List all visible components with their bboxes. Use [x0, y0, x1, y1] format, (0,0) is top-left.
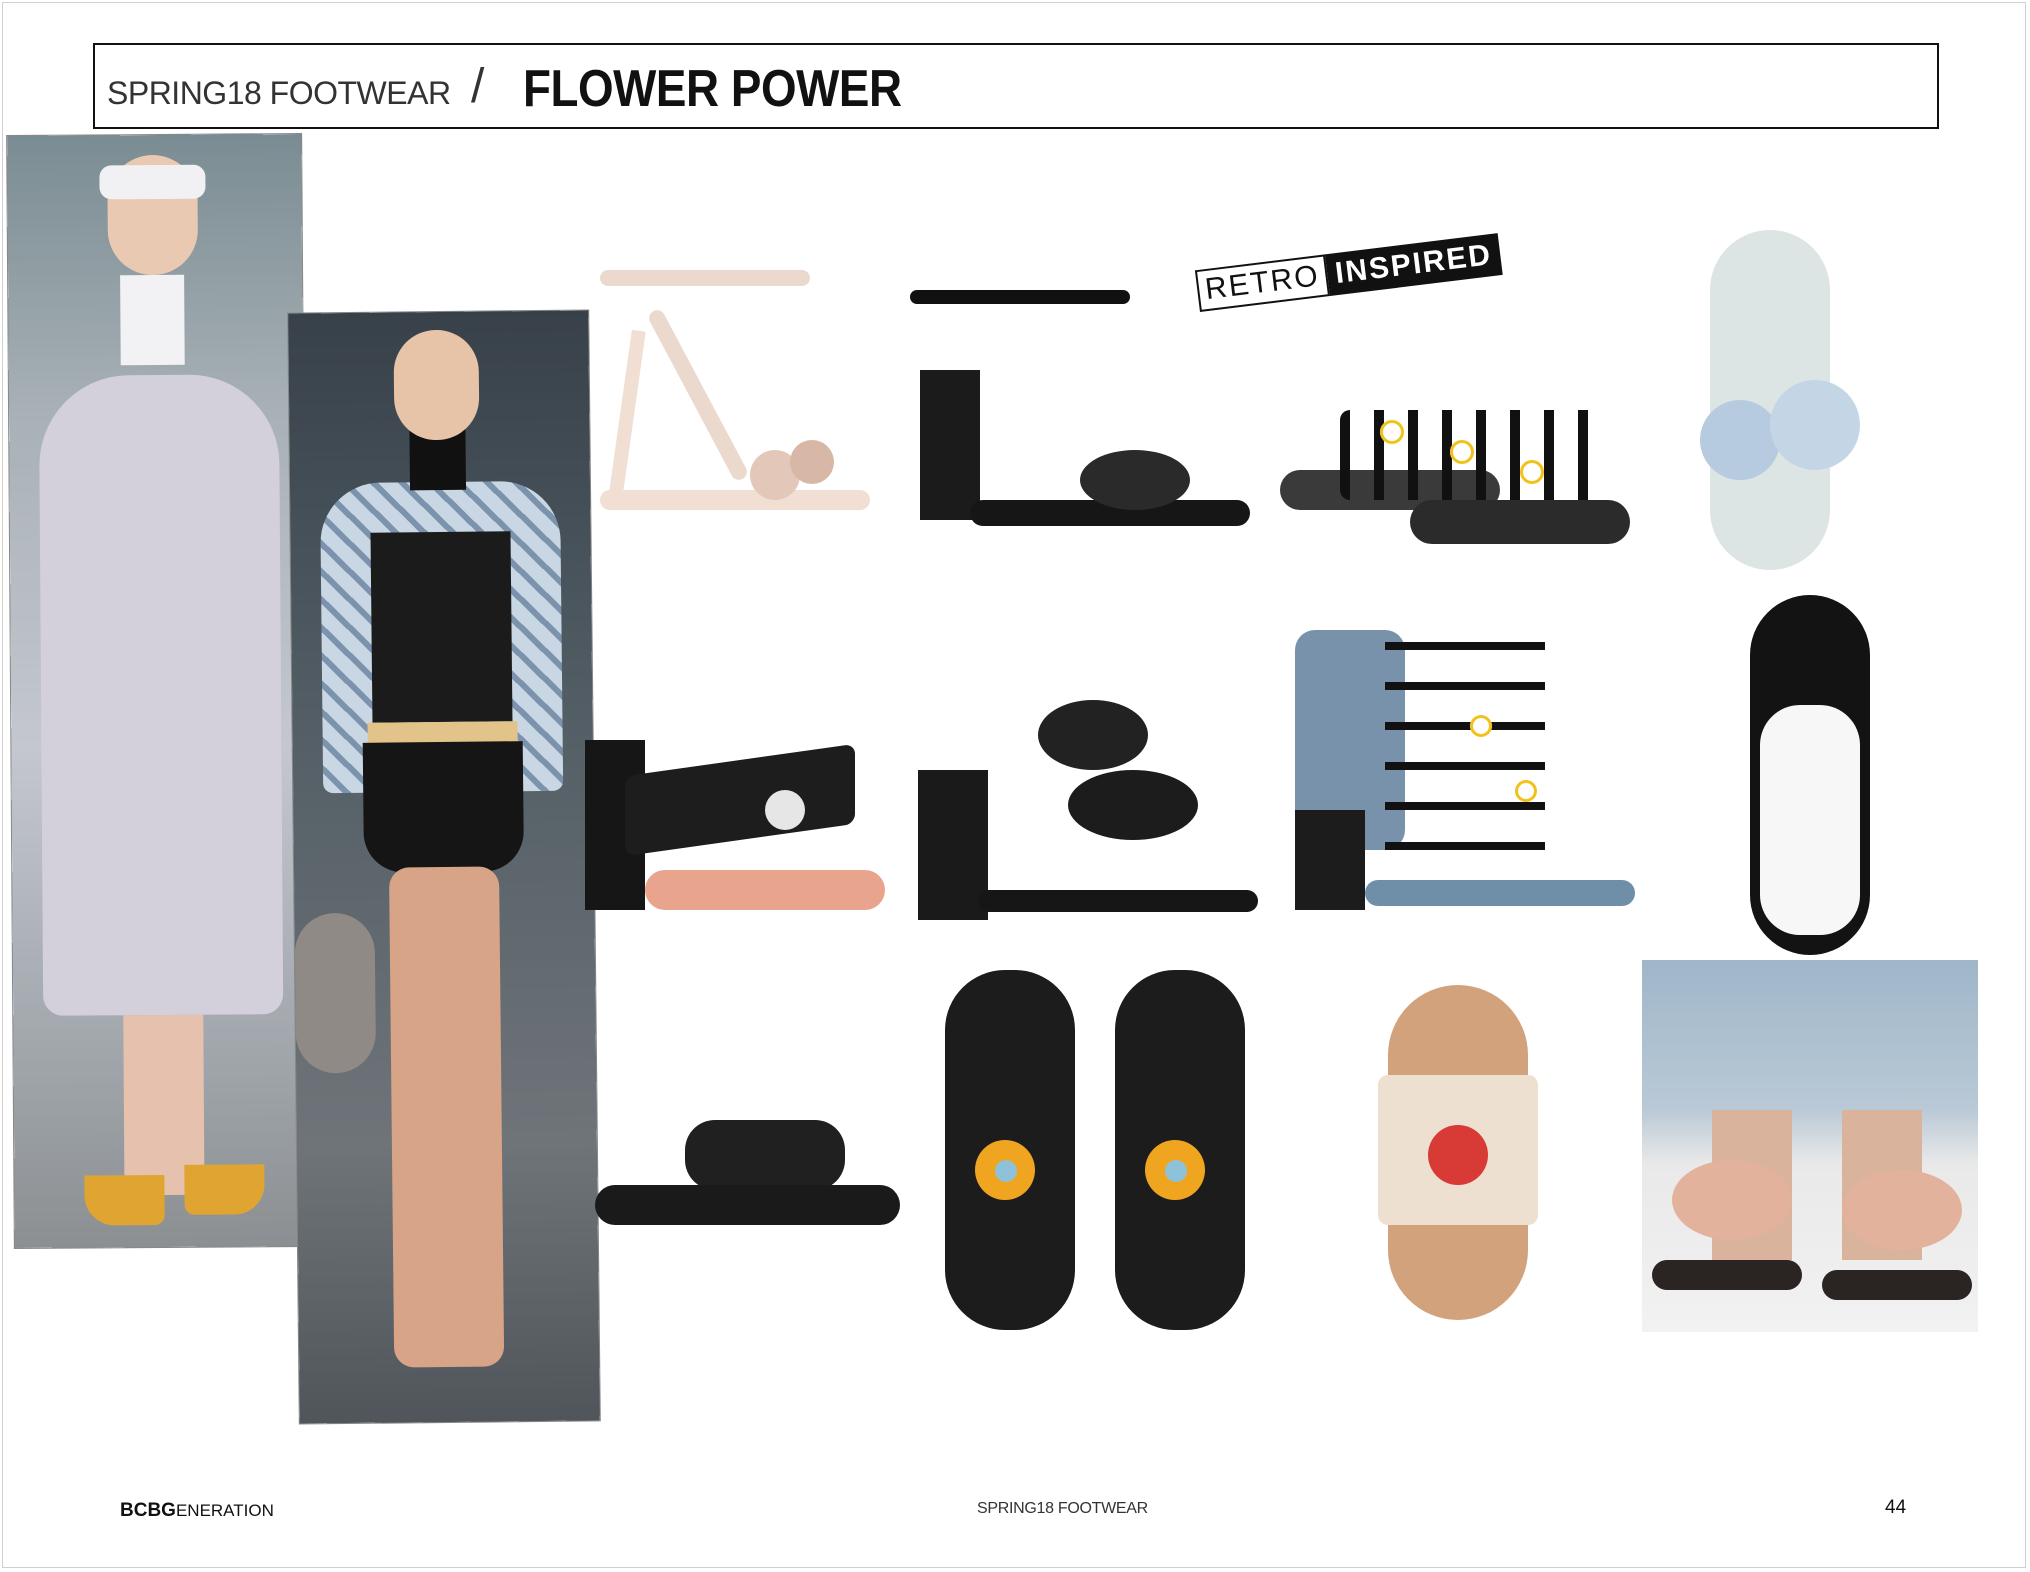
- caged-straps: [1385, 630, 1545, 890]
- badge-retro: RETRO: [1195, 254, 1330, 312]
- brand-mark: BCBG: [120, 1500, 176, 1521]
- headband-shape: [99, 165, 205, 200]
- shoe-heel: [920, 370, 980, 520]
- flower-detail: [1770, 380, 1860, 470]
- yellow-shoe-right: [184, 1164, 264, 1215]
- daisy-detail: [1515, 780, 1537, 802]
- flower-cluster: [1842, 1170, 1962, 1250]
- shoe-sole: [1365, 880, 1635, 906]
- coat-shape: [39, 374, 283, 1016]
- shoe-black-slide-sandal: [595, 1120, 905, 1240]
- white-flowers: [1760, 705, 1860, 935]
- flower-detail: [790, 440, 834, 484]
- slide-sole: [1652, 1260, 1802, 1290]
- slide-sole: [1822, 1270, 1972, 1300]
- header-bar: [93, 43, 1939, 129]
- daisy-detail: [1450, 440, 1474, 464]
- shoe-denim-daisy-gladiator: [1285, 610, 1640, 930]
- cross-strap: [625, 744, 855, 856]
- title-separator: /: [471, 60, 485, 113]
- shoe-heel: [1295, 810, 1365, 910]
- brand-suffix: ENERATION: [175, 1501, 274, 1520]
- black-shorts: [363, 741, 524, 873]
- flower-cluster: [1080, 450, 1190, 510]
- flower-detail: [1428, 1125, 1488, 1185]
- flower-detail: [765, 790, 805, 830]
- section-subtitle: SPRING18 FOOTWEAR: [107, 75, 451, 111]
- shoe-white-flower-slipon: [1750, 595, 1875, 955]
- shoe-sole: [595, 1185, 900, 1225]
- shoe-sole: [600, 490, 870, 510]
- shoe-heel: [608, 330, 646, 500]
- photo-flower-slides-worn: [1642, 960, 1978, 1332]
- shoe-blue-flower-slide: [1690, 230, 1860, 570]
- daisy-detail: [1380, 420, 1404, 444]
- flower-cluster: [1672, 1160, 1792, 1240]
- shoe-daisy-slide-pair: [1280, 390, 1640, 570]
- footer-section: SPRING18 FOOTWEAR: [977, 1500, 1148, 1517]
- daisy-detail: [1520, 460, 1544, 484]
- shoe-sole: [1410, 500, 1630, 544]
- model-head: [393, 330, 479, 441]
- black-top: [370, 531, 512, 722]
- page-number: 44: [1885, 1497, 1907, 1518]
- ankle-strap: [600, 270, 810, 286]
- shoe-black-flower-mule: [585, 720, 895, 920]
- flower-cluster: [1038, 700, 1148, 770]
- shoe-black-block-heel-sandal: [910, 270, 1260, 570]
- badge-inspired: INSPIRED: [1325, 233, 1503, 296]
- page-title: FLOWER POWER: [523, 60, 902, 118]
- footbed: [645, 870, 885, 910]
- shoe-blush-stiletto-sandal: [560, 240, 900, 570]
- ankle-strap: [910, 290, 1130, 304]
- fur-shape: [294, 913, 376, 1074]
- flower-detail: [1700, 400, 1780, 480]
- shoe-fendi-flower-slide-nude: [1368, 985, 1548, 1325]
- collar-shape: [120, 275, 185, 365]
- footer-brand: [120, 1500, 274, 1522]
- stud-detail: [1165, 1160, 1187, 1182]
- shoe-sole: [978, 890, 1258, 912]
- runway-photo-shirt: [288, 310, 600, 1423]
- daisy-detail: [1470, 715, 1492, 737]
- shoe-black-flower-block-sandal: [918, 690, 1268, 930]
- shoe-fendi-flower-slides-black: [935, 970, 1260, 1340]
- stud-detail: [995, 1160, 1017, 1182]
- shoe-strap: [646, 307, 749, 482]
- model-legs: [389, 866, 504, 1367]
- cross-strap: [685, 1120, 845, 1190]
- yellow-shoe-left: [84, 1175, 164, 1226]
- flower-cluster: [1068, 770, 1198, 840]
- runway-photo-coat: [7, 134, 309, 1248]
